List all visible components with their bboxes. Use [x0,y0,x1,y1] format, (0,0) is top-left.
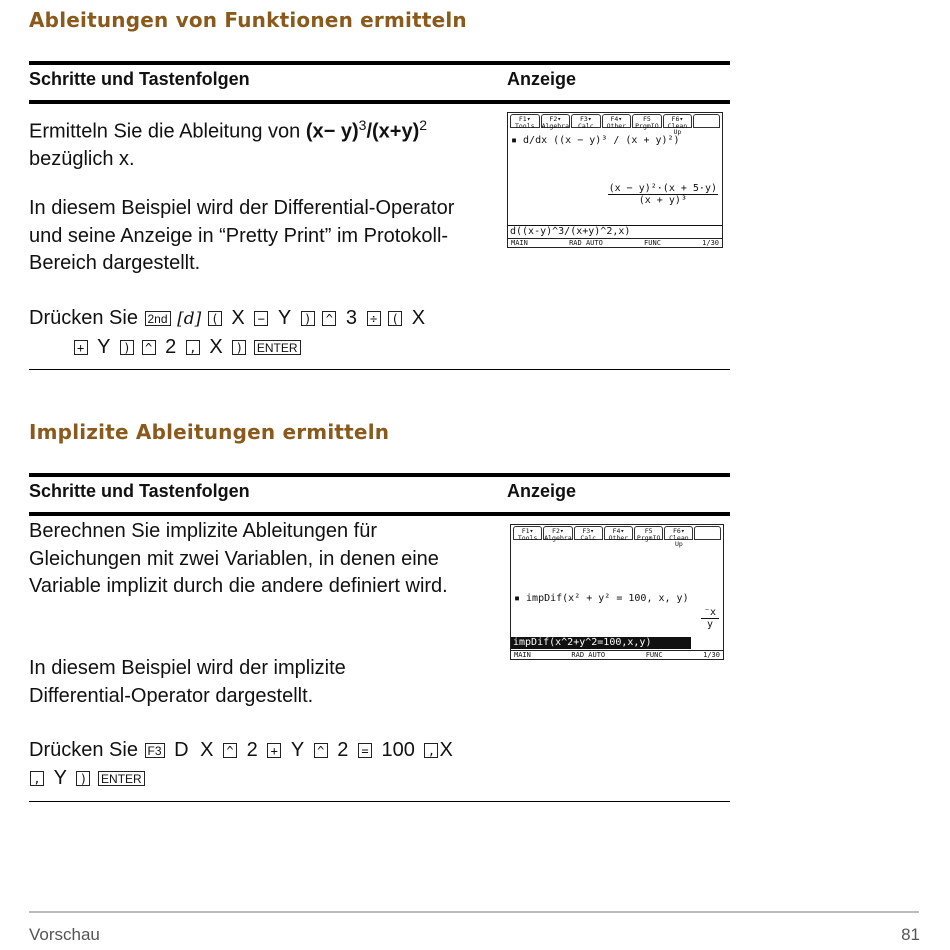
function-key-bar [511,525,723,548]
section-title-implicit: Implizite Ableitungen ermitteln [29,420,390,444]
table-header-rule [29,100,730,104]
col-header-steps: Schritte und Tastenfolgen [29,69,250,89]
key-enter: ENTER [98,771,145,786]
key-enter: ENTER [254,340,301,355]
status-bar: MAIN RAD AUTO FUNC 1/30 [508,238,722,247]
key-close-paren: ) [76,771,90,786]
step-explanation: In diesem Beispiel wird der Differential-Operator und seine Anzeige in “Pretty Print” im Protokoll-Bereich dargestellt. [29,197,455,274]
key-comma: , [186,340,200,355]
f2-algebra-tab: F2▾ Algebra [544,527,572,542]
f7-blank-tab [693,114,720,128]
key-close-paren: ) [232,340,246,355]
step-explanation: In diesem Beispiel wird der implizite Differential-Operator dargestellt. [29,657,346,707]
calculator-screen [507,112,723,248]
col-header-display: Anzeige [507,481,577,501]
f1-tools-tab: F1▾ Tools [513,526,542,540]
status-bar: MAIN RAD AUTO FUNC 1/30 [511,650,723,659]
entry-line: impDif(x^2+y^2=100,x,y) [511,637,691,649]
f3-calc-tab: F3▾ Calc [574,526,603,540]
entry-line: d((x-y)^3/(x+y)^2,x) [508,225,722,237]
key-divide: ÷ [367,311,381,326]
key-open-paren: ( [388,311,402,326]
key-close-paren: ) [120,340,134,355]
page-number: 81 [901,925,920,944]
key-minus: − [254,311,268,326]
footer-title: Vorschau [29,925,100,944]
table-top-rule [29,473,730,477]
key-caret: ^ [322,311,336,326]
key-close-paren: ) [301,311,315,326]
table-header-rule [29,512,730,516]
key-f3: F3 [145,743,165,758]
history-result: ⁻x y [701,607,719,630]
history-input: ▪ impDif(x² + y² = 100, x, y) [514,593,689,604]
f7-blank-tab [694,526,721,540]
key-comma: , [424,743,438,758]
key-comma: , [30,771,44,786]
calculator-screen [510,524,724,660]
key-derivative: [d] [177,309,202,329]
col-header-steps: Schritte und Tastenfolgen [29,481,250,501]
f5-prgmio-tab: F5 PrgmIO [632,114,662,128]
table-bottom-rule [29,369,730,370]
col-header-display: Anzeige [507,69,577,89]
f3-calc-tab: F3▾ Calc [571,114,601,128]
key-caret: ^ [314,743,328,758]
f2-algebra-tab: F2▾ Algebra [541,115,569,130]
key-equals: = [358,743,372,758]
f4-other-tab: F4▾ Other [604,526,633,540]
step-description: Berechnen Sie implizite Ableitungen für Gleichungen mit zwei Variablen, in denen eine Variable implizit durch die andere definiert wird. [29,520,448,597]
history-result: (x − y)²·(x + 5·y) (x + y)³ [608,183,717,206]
key-sequence: Drücken Sie 2nd [d] ( X − Y ) ^ 3 ÷ ( X + Y ) ^ 2 , X ) ENTER [29,307,426,358]
key-plus: + [74,340,88,355]
f6-cleanup-tab: F6▾ Clean Up [664,526,693,540]
key-plus: + [267,743,281,758]
f1-tools-tab: F1▾ Tools [510,114,540,128]
key-caret: ^ [142,340,156,355]
f4-other-tab: F4▾ Other [602,114,632,128]
function-key-bar [508,113,722,136]
key-sequence: Drücken Sie F3 D X ^ 2 + Y ^ 2 = 100 , X , Y ) ENTER [29,739,453,789]
footer-rule [29,911,919,913]
table-top-rule [29,61,730,65]
key-2nd: 2nd [145,311,171,326]
key-open-paren: ( [208,311,222,326]
section-title-derivatives: Ableitungen von Funktionen ermitteln [29,8,467,32]
f5-prgmio-tab: F5 PrgmIO [634,526,663,540]
key-caret: ^ [223,743,237,758]
f6-cleanup-tab: F6▾ Clean Up [663,114,693,128]
table-bottom-rule [29,801,730,802]
history-input: ▪ d/dx ((x − y)³ / (x + y)²) [511,135,680,146]
step-description: Ermitteln Sie die Ableitung von $(x- y)^3/(x+y)^2$ bezüglich x. [29,117,428,171]
